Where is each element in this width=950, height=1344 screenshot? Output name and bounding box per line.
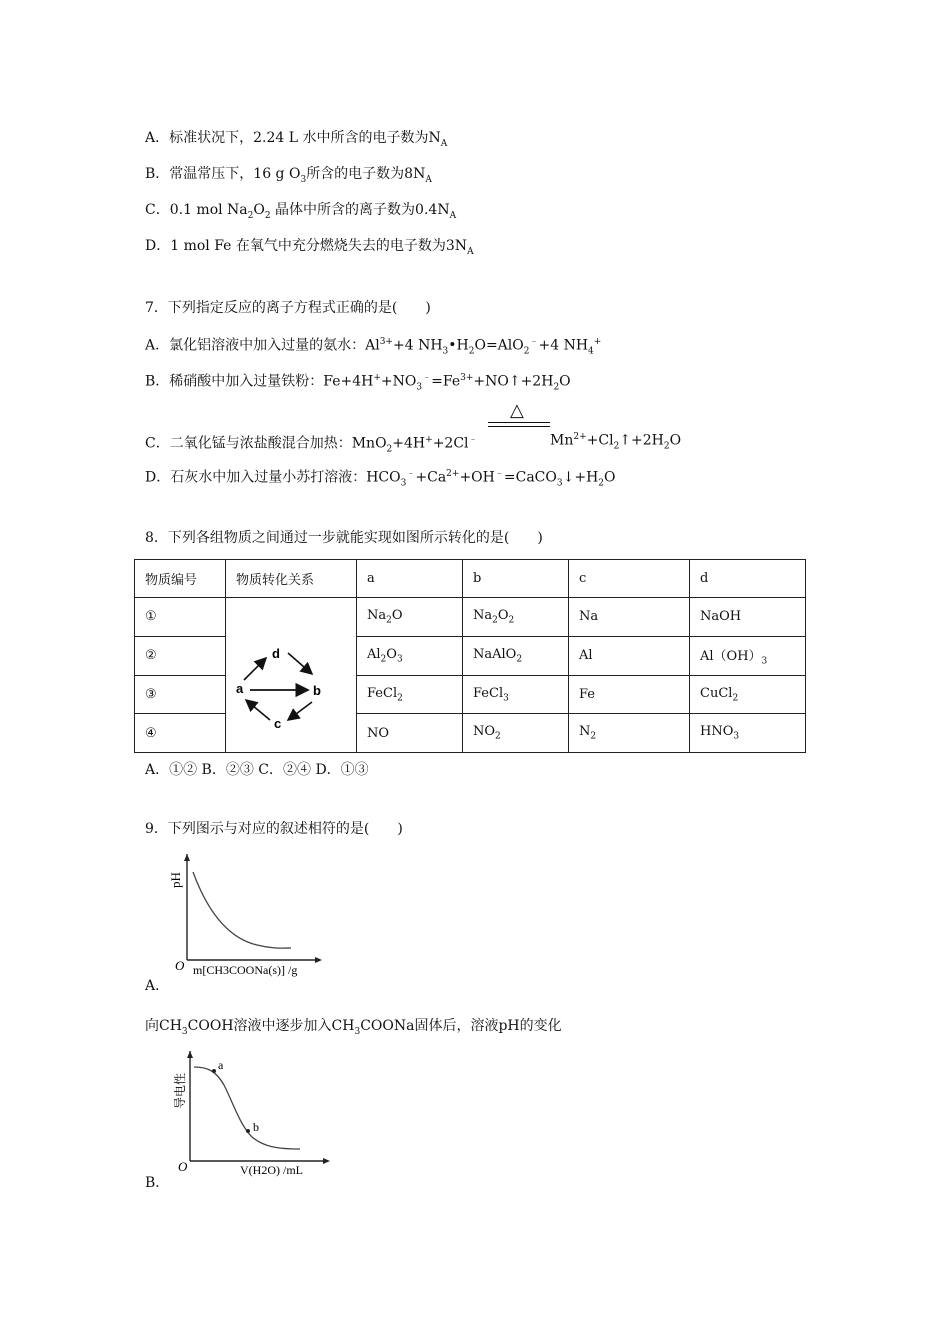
cell-d: CuCl$_2$ [690, 675, 806, 714]
cell-a: NO [357, 714, 463, 753]
row-id: ④ [135, 714, 226, 753]
cell-a: $Na_2O$ [357, 598, 463, 637]
chart-b-xlabel: V(H2O) /mL [240, 1163, 303, 1177]
q6-option-d: D．1 mol Fe 在氧气中充分燃烧失去的电子数为$3N_A$ [145, 238, 474, 257]
chart-a-x-arrow [315, 957, 322, 963]
q6-option-b: B．常温常压下，16 g $O_3$所含的电子数为$8N_A$ [145, 166, 432, 185]
arrow-a-to-d [244, 658, 266, 680]
row-id: ③ [135, 675, 226, 714]
node-a: a [236, 681, 244, 696]
chart-b-origin: O [178, 1159, 188, 1174]
q9-option-a-label: A． [145, 978, 170, 994]
cell-d: $HNO_3$ [690, 714, 806, 753]
row-id: ② [135, 636, 226, 675]
equation-double-line-bottom [488, 426, 550, 427]
chart-a-origin: O [175, 958, 185, 973]
arrow-c-to-a [246, 700, 270, 720]
transformation-diagram [226, 598, 356, 748]
q9-stem: 9．下列图示与对应的叙述相符的是( ) [145, 821, 403, 837]
chart-b-x-arrow [323, 1158, 330, 1164]
q7-option-a: A．氯化铝溶液中加入过量的氨水：$Al^{3+}+4$ $NH_3•H_2O=AlO_2^﹣+4$ $NH_4^+$ [145, 337, 602, 357]
q8-answer-options: A．①② B．②③ C．②④ D．①③ [145, 762, 369, 778]
cell-a: FeCl$_2$ [357, 675, 463, 714]
equation-double-line-top [488, 422, 550, 423]
header-cell: c [569, 560, 690, 598]
cell-b: NaAlO$_2$ [463, 636, 569, 675]
arrow-d-to-b [288, 653, 312, 674]
chart-b-point-b-label: b [253, 1120, 259, 1134]
cell-d: $Al(OH)_3$ [690, 636, 806, 675]
table-row [135, 598, 806, 637]
q6-option-c: C．0.1 mol $Na_2O_2$ 晶体中所含的离子数为$0.4N_A$ [145, 202, 457, 221]
header-cell: 物质编号 [135, 560, 226, 598]
chart-b-ylabel: 导电性 [173, 1072, 187, 1109]
chart-b-y-arrow [187, 1051, 193, 1058]
q6-option-a: A．标准状况下，2.24 L 水中所含的电子数为$N_A$ [145, 130, 448, 149]
chart-b-conductivity-curve [194, 1067, 300, 1149]
chart-b-point-a [212, 1069, 216, 1073]
chart-b-conductivity [168, 1045, 338, 1180]
chart-a-xlabel: m[CH3COONa(s)] /g [193, 963, 298, 977]
q9-option-a-description: 向$CH_3COOH$溶液中逐步加入$CH_3COONa$固体后，溶液pH的变化 [145, 1018, 562, 1037]
cell-c: Fe [569, 675, 690, 714]
q7-option-b: B．稀硝酸中加入过量铁粉：$Fe+4H^++NO_3^﹣=Fe^{3+}+NO↑+2H_2O$ [145, 373, 571, 393]
q8-table [134, 559, 806, 753]
cell-c: Al [569, 636, 690, 675]
q7-option-c-right: $Mn^{2+}+Cl_2↑+2H_2O$ [550, 432, 682, 452]
heat-symbol: △ [510, 400, 524, 421]
chart-a-ph [165, 848, 325, 980]
transformation-diagram-cell [226, 598, 357, 753]
row-id: ① [135, 598, 226, 637]
header-cell: 物质转化关系 [226, 560, 357, 598]
q9-option-b-label: B． [145, 1175, 170, 1191]
chart-b-point-a-label: a [218, 1058, 224, 1072]
cell-b: $Na_2O_2$ [463, 598, 569, 637]
chart-b-point-b [246, 1129, 250, 1133]
header-cell: a [357, 560, 463, 598]
q7-option-c-left: C．二氧化锰与浓盐酸混合加热：MnO$_2$+4H++2Cl﹣ [145, 435, 478, 455]
q8-stem: 8．下列各组物质之间通过一步就能实现如图所示转化的是( ) [145, 530, 543, 546]
cell-a: $Al_2O_3$ [357, 636, 463, 675]
cell-b: FeCl$_3$ [463, 675, 569, 714]
cell-c: Na [569, 598, 690, 637]
node-b: b [313, 683, 321, 698]
cell-c: $N_2$ [569, 714, 690, 753]
header-cell: b [463, 560, 569, 598]
q7-stem: 7．下列指定反应的离子方程式正确的是( ) [145, 300, 431, 316]
chart-a-y-arrow [184, 854, 190, 861]
node-d: d [272, 646, 280, 661]
table-header-row [135, 560, 806, 598]
header-cell: d [690, 560, 806, 598]
node-c: c [274, 716, 282, 731]
cell-d: NaOH [690, 598, 806, 637]
cell-b: $NO_2$ [463, 714, 569, 753]
q7-option-d: D．石灰水中加入过量小苏打溶液：$HCO_3^﹣+Ca^{2+}+OH^﹣=CaCO_3↓+H_2O$ [145, 469, 616, 489]
chart-a-ylabel: pH [168, 872, 183, 888]
chart-a-ph-curve [193, 872, 291, 948]
arrow-b-to-c [288, 702, 312, 720]
